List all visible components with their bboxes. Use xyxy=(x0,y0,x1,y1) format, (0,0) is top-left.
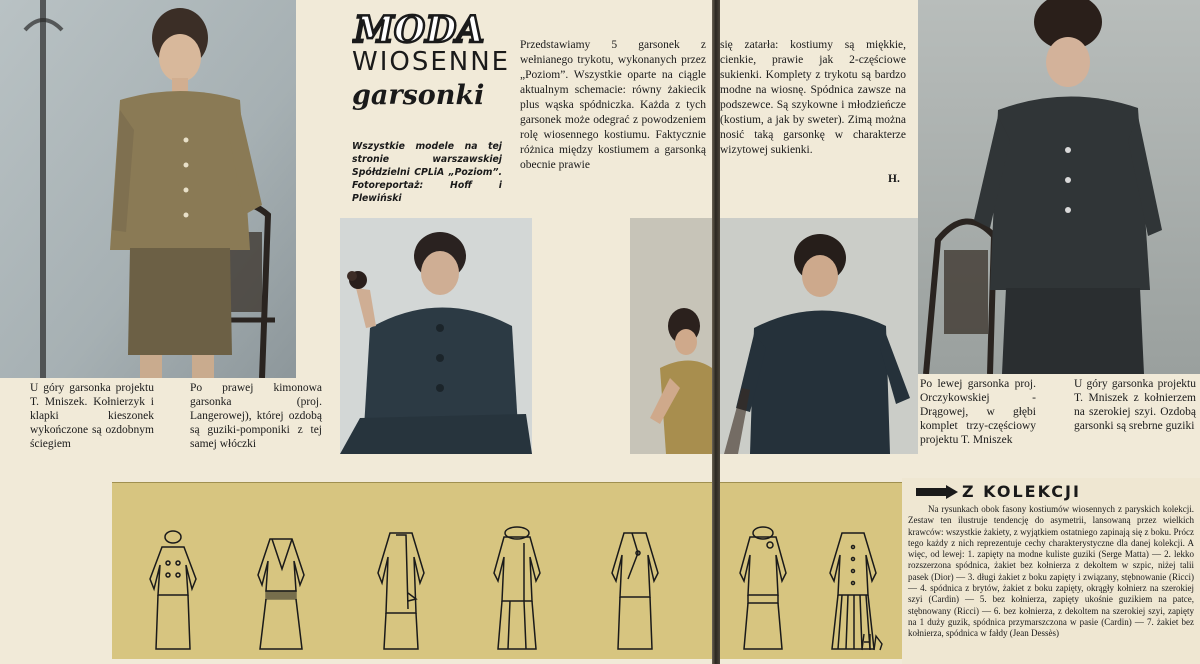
photo-mniszek-wide-collar xyxy=(918,0,1200,374)
article-column-2: się zatarła: kostiumy są miękkie, cienkie, prawie jak 2-częściowe sukienki. Komplety z trykotu są bardzo modne na wiosnę. Spódnica zawsze na podszewce. Są szykowne i młodzieńcze (kostium, a jak by sweter). Zimą można nosić taką garsonkę w charakterze wizytowej sukienki. xyxy=(720,39,906,156)
title-wiosenne: WIOSENNE xyxy=(352,47,511,77)
article-column-1: Przedstawiamy 5 garsonek z wełnianego trykotu, wykonanych przez „Poziom”. Wszystkie oparte na ciągle aktualnym schemacie: równy żakiecik plus wąska spódniczka. Każda z tych garsonek może odegrać z powodzeniem rolę wiosennego kostiumu. Faktycznie różnica między kostiumem a garsonką obecnie prawie xyxy=(520,39,706,171)
suit-sketch-icon xyxy=(730,523,796,653)
caption-kimono: Po prawej kimonowa garsonka (proj. Langerowej), której ozdobą są guziki-pomponiki z tej samej włóczki xyxy=(190,382,322,450)
right-page xyxy=(720,0,1200,664)
article-author: H. xyxy=(888,173,900,185)
pointing-hand-icon xyxy=(916,484,958,500)
caption-top-right: U góry garsonka projektu T. Mniszek z kołnierzem na szerokiej szyi. Ozdobą garsonki są srebrne guziki xyxy=(1074,378,1196,432)
photo-kimono-suit xyxy=(340,218,532,454)
page-gutter xyxy=(712,0,720,664)
suit-sketch-icon xyxy=(140,529,206,653)
caption-top-left: U góry garsonka projektu T. Mniszek. Kołnierzyk i klapki kieszonek wykończone są ozdobnym ściegiem xyxy=(30,382,154,450)
suit-sketch-icon xyxy=(484,523,550,653)
suit-sketch-icon xyxy=(602,523,668,653)
kolekcje-box xyxy=(902,478,1200,664)
moda-title xyxy=(352,8,492,48)
kolekcje-title: Z KOLEKCJI xyxy=(962,482,1081,501)
photo-three-piece xyxy=(630,218,712,454)
photo-orczykowska-suit xyxy=(720,218,918,454)
suit-sketch-icon xyxy=(248,529,314,653)
suit-sketch-icon xyxy=(366,523,436,653)
photo-mniszek-suit xyxy=(0,0,296,378)
illustrator-signature xyxy=(858,630,888,654)
title-garsonki: garsonki xyxy=(352,80,485,111)
moda-title-text: MODA xyxy=(354,9,485,48)
photo-credits: Wszystkie modele na tej stronie warszawskiej Spółdzielni CPLiA „Poziom”. Fotoreportaż: Hoff i Plewiński xyxy=(352,141,502,204)
kolekcje-text: Na rysunkach obok fasony kostiumów wiosennych z paryskich kolekcji. Zestaw ten ilustruje tendencję do asymetrii, lansowaną przez wielkich krawców: wszystkie żakiety, z wyjątkiem ostatniego zapinają się z boku. Prócz tego każdy z nich reprezentuje cechy charakterystyczne dla danej kolekcji. A więc, od lewej: 1. zapięty na modne kuliste guziki (Serge Matta) — 2. lekko rozszerzona spódnica, żakiet bez kołnierza z dekoltem w szpic, niżej talii pasek (Dior) — 3. długi żakiet z boku zapięty i związany, stębnowanie (Ricci) — 4. spódnica z brytów, żakiet z boku zapięty, okrągły kołnierz na szerokiej szyi (Cardin) — 5. bez kołnierza, zapięty ukośnie guzikiem na patce, stębnowany (Ricci) — 6. bez kołnierza, z dekoltem na szerokiej szyi, zapięty na 1 duży guzik, spódnica przymarszczona w pasie (Cardin) — 7. żakiet bez kołnierza, spódnica w fałdy (Jean Dessès) xyxy=(908,504,1194,639)
caption-orczykowska: Po lewej garsonka proj. Orczykowskiej - Drągowej, w głębi komplet trzy-częściowy projektu T. Mniszek xyxy=(920,378,1036,446)
sketch-band-left xyxy=(112,482,712,659)
